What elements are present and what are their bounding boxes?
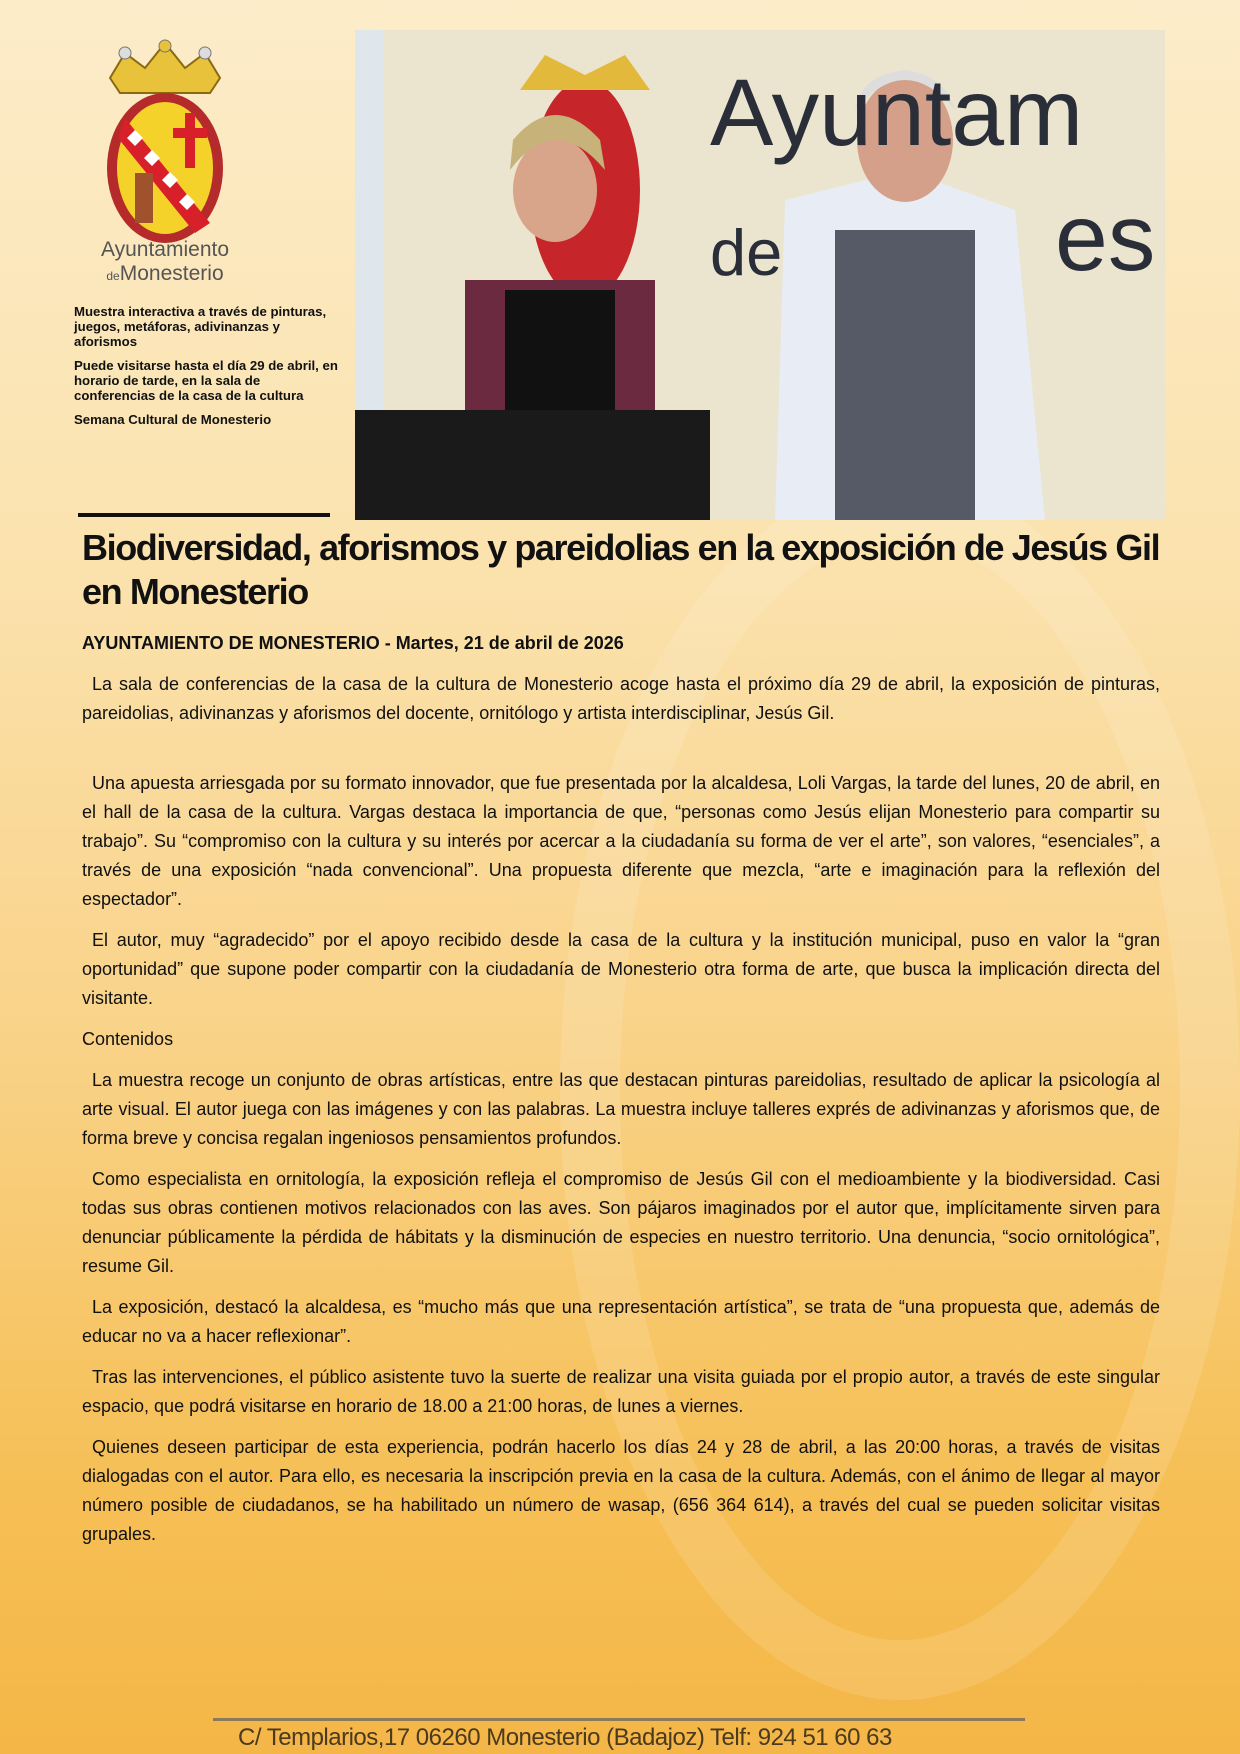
paragraph: La muestra recoge un conjunto de obras artísticas, entre las que destacan pinturas pareidolias, resultado de aplicar la psicología al arte visual. El autor juega con las imágenes y con las palabras. La muestra incluye talleres exprés de adivinanzas y aforismos que, de forma breve y concisa regalan ingeniosos pensamientos profundos. [82,1070,1160,1148]
paragraph: El autor, muy “agradecido” por el apoyo recibido desde la casa de la cultura y la institución municipal, puso en valor la “gran oportunidad” que supone poder compartir con la ciudadanía de Monesterio otra forma de arte, que busca la implicación directa del visitante. [82,930,1160,1008]
paragraph: La sala de conferencias de la casa de la cultura de Monesterio acoge hasta el próximo día 29 de abril, la exposición de pinturas, pareidolias, adivinanzas y aforismos del docente, ornitólogo y artista interdisciplinar, Jesús Gil. [82,674,1160,723]
backdrop-text: de [710,216,783,289]
paragraph: La exposición, destacó la alcaldesa, es “mucho más que una representación artística”, se trata de “una propuesta que, además de educar no va a hacer reflexionar”. [82,1297,1160,1346]
article-photo [355,30,1165,520]
article-title: Biodiversidad, aforismos y pareidolias en la exposición de Jesús Gil en Monesterio [82,527,1160,612]
logo-line1: Ayuntamiento [100,238,230,261]
backdrop-text: Ayuntam [710,60,1084,166]
paragraph: Una apuesta arriesgada por su formato innovador, que fue presentada por la alcaldesa, Loli Vargas, la tarde del lunes, 20 de abril, en el hall de la casa de la cultura. Vargas destaca la importancia de que, “personas como Jesús elijan Monesterio para compartir su trabajo”. Su “compromiso con la cultura y su interés por acercar a la ciudadanía su forma de ver el arte”, son valores, “esenciales”, a través de una exposición “nada convencional”. Una propuesta diferente que mezcla, “arte e imaginación para la reflexión del espectador”. [82,773,1160,909]
article-body [82,670,1160,1561]
sidebar-summary [74,304,344,436]
divider [78,513,330,517]
logo-text [80,238,250,288]
article-byline: AYUNTAMIENTO DE MONESTERIO - Martes, 21 de abril de 2026 [82,633,624,653]
paragraph: Como especialista en ornitología, la exposición refleja el compromiso de Jesús Gil con el medioambiente y la biodiversidad. Casi todas sus obras contienen motivos relacionados con las aves. Son pájaros imaginados por el autor que, implícitamente sirven para denunciar públicamente la pérdida de hábitats y la disminución de especies en nuestro territorio. Una denuncia, “socio ornitológica”, resume Gil. [82,1169,1160,1276]
paragraph: Tras las intervenciones, el público asistente tuvo la suerte de realizar una visita guiada por el propio autor, a través de este singular espacio, que podrá visitarse en horario de 18.00 a 21:00 horas, de lunes a viernes. [82,1367,1160,1416]
footer-address: C/ Templarios,17 06260 Monesterio (Badajoz) Telf: 924 51 60 63 [238,1724,892,1751]
backdrop-text: es [1055,185,1156,291]
paragraph: Quienes deseen participar de esta experiencia, podrán hacerlo los días 24 y 28 de abril, a las 20:00 horas, a través de visitas dialogadas con el autor. Para ello, es necesaria la inscripción previa en la casa de la cultura. Además, con el ánimo de llegar al mayor número posible de ciudadanos, se ha habilitado un número de wasap, (656 364 614), a través del cual se pueden solicitar visitas grupales. [82,1437,1160,1544]
sidebar-item: Puede visitarse hasta el día 29 de abril, en horario de tarde, en la sala de conferencias de la casa de la cultura [74,358,338,403]
section-heading: Contenidos [82,1029,174,1049]
sidebar-item: Muestra interactiva a través de pinturas, juegos, metáforas, adivinanzas y aforismos [74,304,327,349]
sidebar-item: Semana Cultural de Monesterio [74,412,272,427]
logo-line2: Monesterio [119,262,224,285]
footer-divider [213,1718,1025,1721]
logo-prefix: de [106,269,120,283]
